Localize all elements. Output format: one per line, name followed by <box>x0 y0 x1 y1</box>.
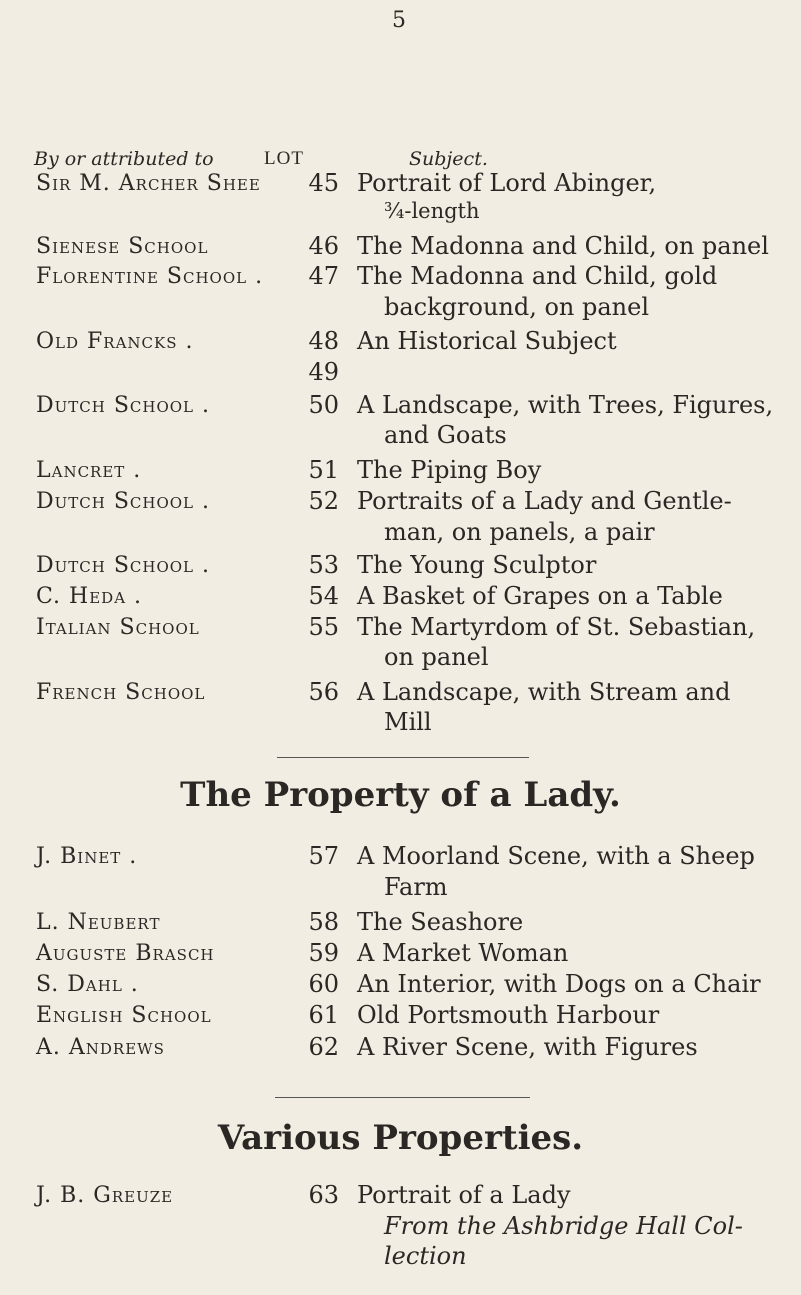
artist-name: Florentine School . <box>36 264 264 289</box>
artist-name: Dutch School . <box>36 393 211 418</box>
subject-line: An Interior, with Dogs on a Chair <box>357 970 761 998</box>
subject-line: man, on panels, a pair <box>384 518 655 546</box>
subject-line: A Landscape, with Trees, Figures, <box>357 391 774 419</box>
artist-name: A. Andrews <box>36 1035 165 1060</box>
artist-name: Lancret . <box>36 458 142 483</box>
subject-line: Farm <box>384 873 448 901</box>
subject-line: The Piping Boy <box>357 456 542 484</box>
lot-number: 58 <box>308 908 339 936</box>
lot-number: 51 <box>308 456 339 484</box>
artist-name: L. Neubert <box>36 910 161 935</box>
subject-line: A Moorland Scene, with a Sheep <box>357 842 755 870</box>
subject-line: and Goats <box>384 421 507 449</box>
artist-name: English School <box>36 1003 212 1028</box>
lot-number: 49 <box>308 358 339 386</box>
lot-number: 56 <box>308 678 339 706</box>
lot-number: 54 <box>308 582 339 610</box>
provenance-note: From the Ashbridge Hall Col- <box>384 1212 743 1240</box>
page-number: 5 <box>392 8 406 33</box>
artist-name: S. Dahl . <box>36 972 139 997</box>
artist-name: Dutch School . <box>36 489 211 514</box>
column-header-lot: LOT <box>264 148 304 169</box>
lot-number: 55 <box>308 613 339 641</box>
section-divider <box>277 757 529 758</box>
section-divider <box>275 1097 530 1098</box>
subject-line: Mill <box>384 708 432 736</box>
artist-name: Italian School <box>36 615 200 640</box>
artist-name: Sir M. Archer Shee <box>36 171 261 196</box>
lot-number: 62 <box>308 1033 339 1061</box>
lot-number: 47 <box>308 262 339 290</box>
lot-number: 53 <box>308 551 339 579</box>
provenance-note: lection <box>384 1242 467 1270</box>
subject-line: Portraits of a Lady and Gentle- <box>357 487 732 515</box>
lot-number: 60 <box>308 970 339 998</box>
subject-line: The Madonna and Child, gold <box>357 262 718 290</box>
lot-number: 50 <box>308 391 339 419</box>
lot-number: 52 <box>308 487 339 515</box>
subject-line: A Basket of Grapes on a Table <box>357 582 723 610</box>
artist-name: J. Binet . <box>36 844 138 869</box>
section-title: Various Properties. <box>217 1118 584 1158</box>
subject-line: The Seashore <box>357 908 524 936</box>
subject-line: The Martyrdom of St. Sebastian, <box>357 613 756 641</box>
artist-name: French School <box>36 680 206 705</box>
lot-number: 48 <box>308 327 339 355</box>
lot-number: 63 <box>308 1181 339 1209</box>
subject-line: background, on panel <box>384 293 650 321</box>
subject-line: The Young Sculptor <box>357 551 597 579</box>
subject-line: A Landscape, with Stream and <box>357 678 731 706</box>
artist-name: Sienese School <box>36 234 209 259</box>
lot-number: 61 <box>308 1001 339 1029</box>
artist-name: C. Heda . <box>36 584 143 609</box>
subject-line: A River Scene, with Figures <box>357 1033 698 1061</box>
section-title: The Property of a Lady. <box>180 775 621 815</box>
artist-name: J. B. Greuze <box>36 1183 174 1208</box>
lot-number: 59 <box>308 939 339 967</box>
subject-line: A Market Woman <box>357 939 569 967</box>
subject-line: ¾-length <box>384 199 480 223</box>
artist-name: Old Francks . <box>36 329 194 354</box>
lot-number: 57 <box>308 842 339 870</box>
artist-name: Dutch School . <box>36 553 211 578</box>
subject-line: Old Portsmouth Harbour <box>357 1001 660 1029</box>
subject-line: on panel <box>384 643 489 671</box>
column-header-subject: Subject. <box>409 148 488 170</box>
lot-number: 45 <box>308 169 339 197</box>
subject-line: Portrait of Lord Abinger, <box>357 169 657 197</box>
lot-number: 46 <box>308 232 339 260</box>
subject-line: An Historical Subject <box>357 327 617 355</box>
subject-line: Portrait of a Lady <box>357 1181 571 1209</box>
column-header-by: By or attributed to <box>34 148 214 170</box>
subject-line: The Madonna and Child, on panel <box>357 232 769 260</box>
artist-name: Auguste Brasch <box>36 941 215 966</box>
